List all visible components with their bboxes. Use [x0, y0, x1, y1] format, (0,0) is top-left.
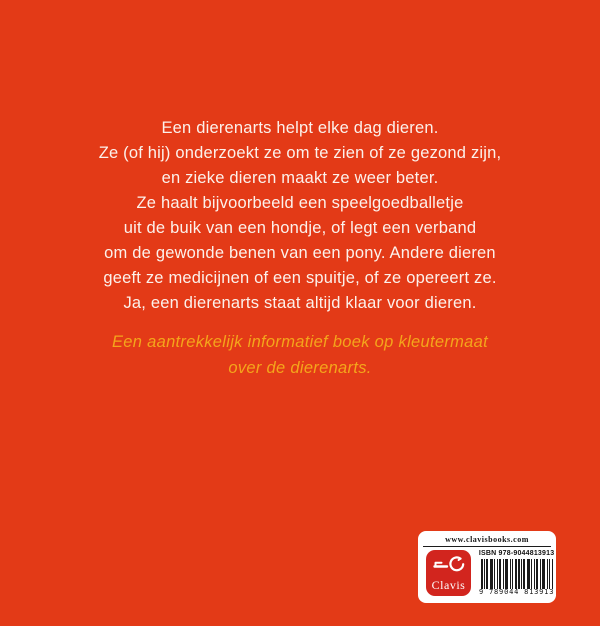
blurb-line: geeft ze medicijnen of een spuitje, of ze opereert ze.: [103, 269, 497, 287]
publisher-website: www.clavisbooks.com: [445, 535, 529, 544]
blurb-text-block: [0, 116, 600, 381]
sticker-content-row: [418, 547, 556, 596]
isbn-sticker: [418, 531, 556, 603]
barcode-block: [477, 550, 556, 596]
tagline-line: Een aantrekkelijk informatief boek op kleutermaat: [111, 333, 489, 351]
blurb-line: om de gewonde benen van een pony. Andere dieren: [104, 244, 496, 262]
tagline-text-block: [0, 329, 600, 381]
tagline-line: over de dierenarts.: [228, 359, 372, 377]
isbn-label: ISBN 978-9044813913: [478, 550, 555, 557]
blurb-line: Ze haalt bijvoorbeeld een speelgoedballetje: [136, 194, 464, 212]
publisher-name: Clavis: [431, 577, 466, 592]
barcode-digits: 9 789044 813913: [479, 588, 555, 596]
clavis-publisher-logo: [426, 550, 471, 596]
blurb-line: Ze (of hij) onderzoekt ze om te zien of ze gezond zijn,: [98, 144, 502, 162]
blurb-line: Een dierenarts helpt elke dag dieren.: [161, 119, 439, 137]
blurb-line: en zieke dieren maakt ze weer beter.: [161, 169, 439, 187]
blurb-line: uit de buik van een hondje, of legt een verband: [123, 219, 477, 237]
key-icon: [433, 556, 465, 578]
blurb-line: Ja, een dierenarts staat altijd klaar voor dieren.: [123, 294, 477, 312]
